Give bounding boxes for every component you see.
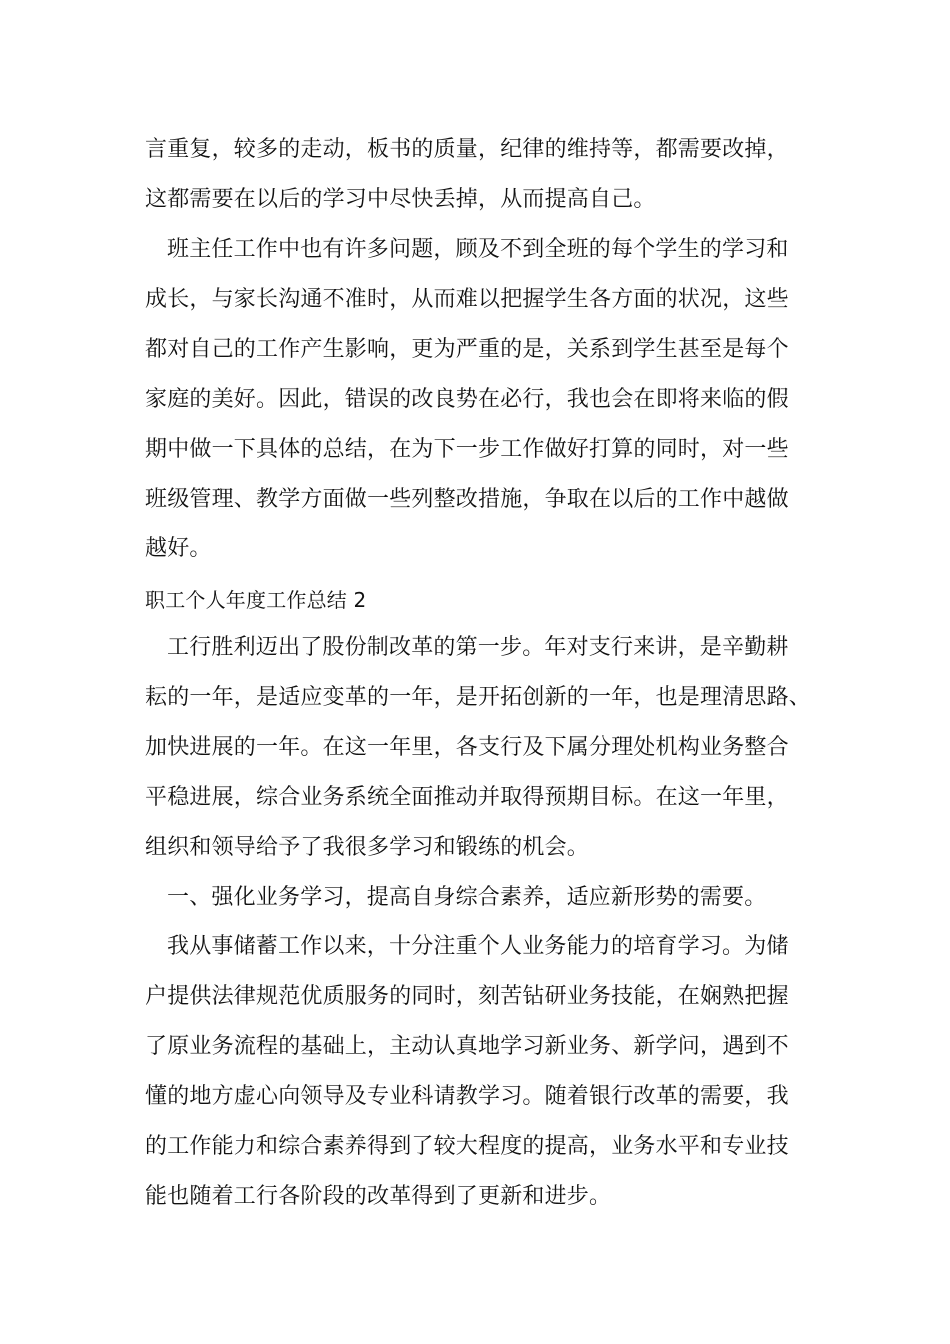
- paragraph-line: 懂的地方虚心向领导及专业科请教学习。随着银行改革的需要，我: [145, 1084, 789, 1109]
- paragraph-line: 工行胜利迈出了股份制改革的第一步。年对支行来讲，是辛勤耕: [167, 635, 789, 660]
- paragraph-line: 耘的一年，是适应变革的一年，是开拓创新的一年，也是理清思路、: [145, 685, 812, 710]
- paragraph-line: 班主任工作中也有许多问题，顾及不到全班的每个学生的学习和: [167, 237, 789, 262]
- paragraph-line: 这都需要在以后的学习中尽快丢掉，从而提高自己。: [145, 187, 656, 212]
- paragraph-line: 越好。: [145, 536, 212, 561]
- paragraph-line: 了原业务流程的基础上，主动认真地学习新业务、新学问，遇到不: [145, 1034, 789, 1059]
- paragraph-line: 我从事储蓄工作以来，十分注重个人业务能力的培育学习。为储: [167, 934, 789, 959]
- paragraph-line: 都对自己的工作产生影响，更为严重的是，关系到学生甚至是每个: [145, 337, 789, 362]
- paragraph-line: 班级管理、教学方面做一些列整改措施，争取在以后的工作中越做: [145, 487, 789, 512]
- paragraph-line: 能也随着工行各阶段的改革得到了更新和进步。: [145, 1184, 612, 1209]
- paragraph-line: 户提供法律规范优质服务的同时，刻苦钻研业务技能，在娴熟把握: [145, 984, 789, 1009]
- section-heading: 职工个人年度工作总结 2: [145, 588, 367, 612]
- paragraph-line: 期中做一下具体的总结，在为下一步工作做好打算的同时，对一些: [145, 437, 789, 462]
- paragraph-line: 言重复，较多的走动，板书的质量，纪律的维持等，都需要改掉，: [145, 137, 789, 162]
- subheading-line: 一、强化业务学习，提高自身综合素养，适应新形势的需要。: [167, 885, 767, 910]
- paragraph-line: 家庭的美好。因此，错误的改良势在必行，我也会在即将来临的假: [145, 387, 789, 412]
- paragraph-line: 的工作能力和综合素养得到了较大程度的提高，业务水平和专业技: [145, 1134, 789, 1159]
- paragraph-line: 加快进展的一年。在这一年里，各支行及下属分理处机构业务整合: [145, 735, 789, 760]
- paragraph-line: 成长，与家长沟通不准时，从而难以把握学生各方面的状况，这些: [145, 287, 789, 312]
- paragraph-line: 平稳进展，综合业务系统全面推动并取得预期目标。在这一年里，: [145, 785, 789, 810]
- paragraph-line: 组织和领导给予了我很多学习和锻练的机会。: [145, 835, 590, 860]
